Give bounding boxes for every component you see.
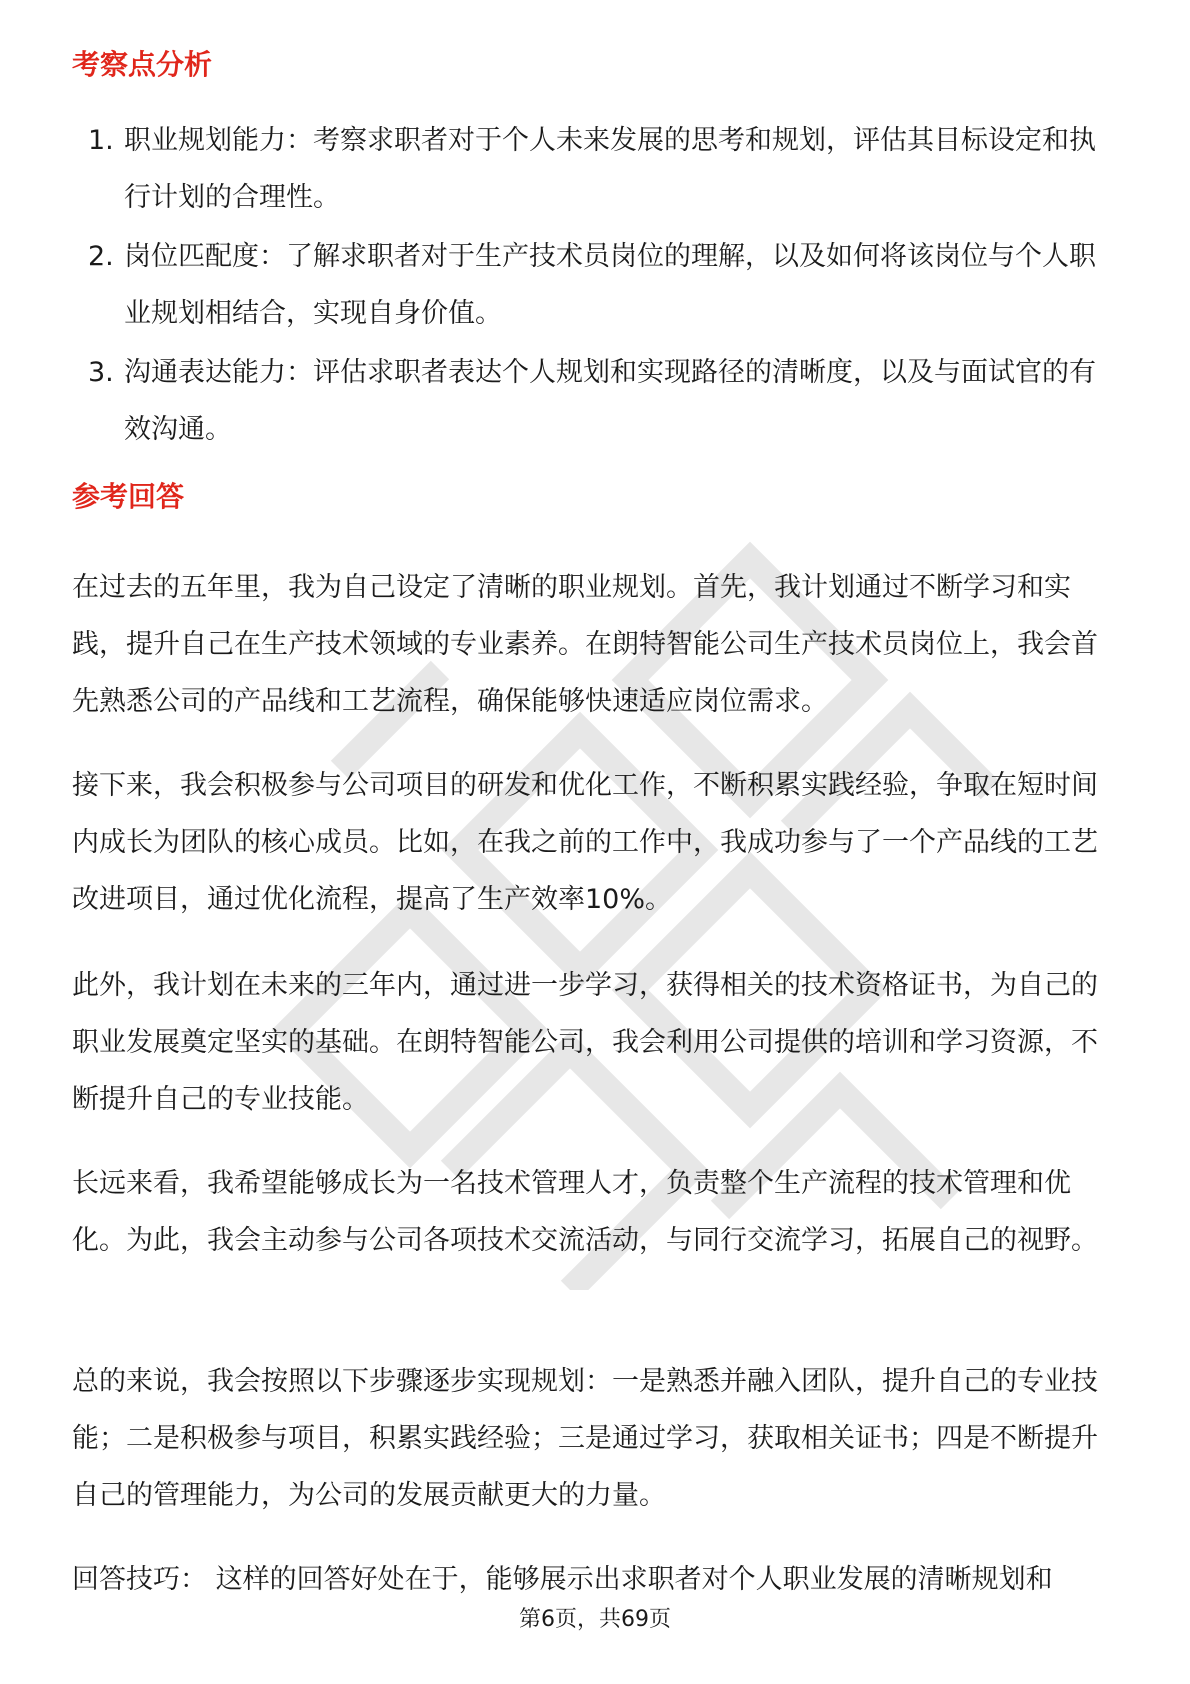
list-item-number: 1. — [88, 125, 114, 156]
list-item-text: 职业规划能力：考察求职者对于个人未来发展的思考和规划，评估其目标设定和执行计划的合理性。 — [124, 125, 1096, 213]
answer-paragraph: 此外，我计划在未来的三年内，通过进一步学习，获得相关的技术资格证书，为自己的职业发展奠定坚实的基础。在朗特智能公司，我会利用公司提供的培训和学习资源，不断提升自己的专业技能。 — [72, 970, 1098, 1115]
analysis-list — [72, 112, 1122, 460]
list-item-number: 3. — [88, 357, 114, 388]
list-item — [72, 112, 1122, 226]
section-heading-reference-answer: 参考回答 — [72, 480, 185, 513]
list-item — [72, 228, 1122, 342]
list-item-text: 岗位匹配度：了解求职者对于生产技术员岗位的理解，以及如何将该岗位与个人职业规划相结合，实现自身价值。 — [124, 241, 1096, 329]
page-number-footer: 第6页，共69页 — [519, 1607, 671, 1632]
answer-tips-paragraph: 回答技巧： 这样的回答好处在于，能够展示出求职者对个人职业发展的清晰规划和 — [72, 1564, 1053, 1595]
answer-paragraph: 长远来看，我希望能够成长为一名技术管理人才，负责整个生产流程的技术管理和优化。为此，我会主动参与公司各项技术交流活动，与同行交流学习，拓展自己的视野。 — [72, 1168, 1098, 1256]
list-item-text: 沟通表达能力：评估求职者表达个人规划和实现路径的清晰度，以及与面试官的有效沟通。 — [124, 357, 1096, 445]
answer-paragraph: 接下来，我会积极参与公司项目的研发和优化工作，不断积累实践经验，争取在短时间内成长为团队的核心成员。比如，在我之前的工作中，我成功参与了一个产品线的工艺改进项目，通过优化流程，提高了生产效率10%。 — [72, 770, 1098, 915]
list-item — [72, 344, 1122, 458]
answer-paragraph: 在过去的五年里，我为自己设定了清晰的职业规划。首先，我计划通过不断学习和实践，提升自己在生产技术领域的专业素养。在朗特智能公司生产技术员岗位上，我会首先熟悉公司的产品线和工艺流程，确保能够快速适应岗位需求。 — [72, 572, 1098, 717]
list-item-number: 2. — [88, 241, 114, 272]
section-heading-analysis: 考察点分析 — [72, 48, 213, 81]
answer-paragraph: 总的来说，我会按照以下步骤逐步实现规划：一是熟悉并融入团队，提升自己的专业技能；二是积极参与项目，积累实践经验；三是通过学习，获取相关证书；四是不断提升自己的管理能力，为公司的发展贡献更大的力量。 — [72, 1366, 1098, 1511]
